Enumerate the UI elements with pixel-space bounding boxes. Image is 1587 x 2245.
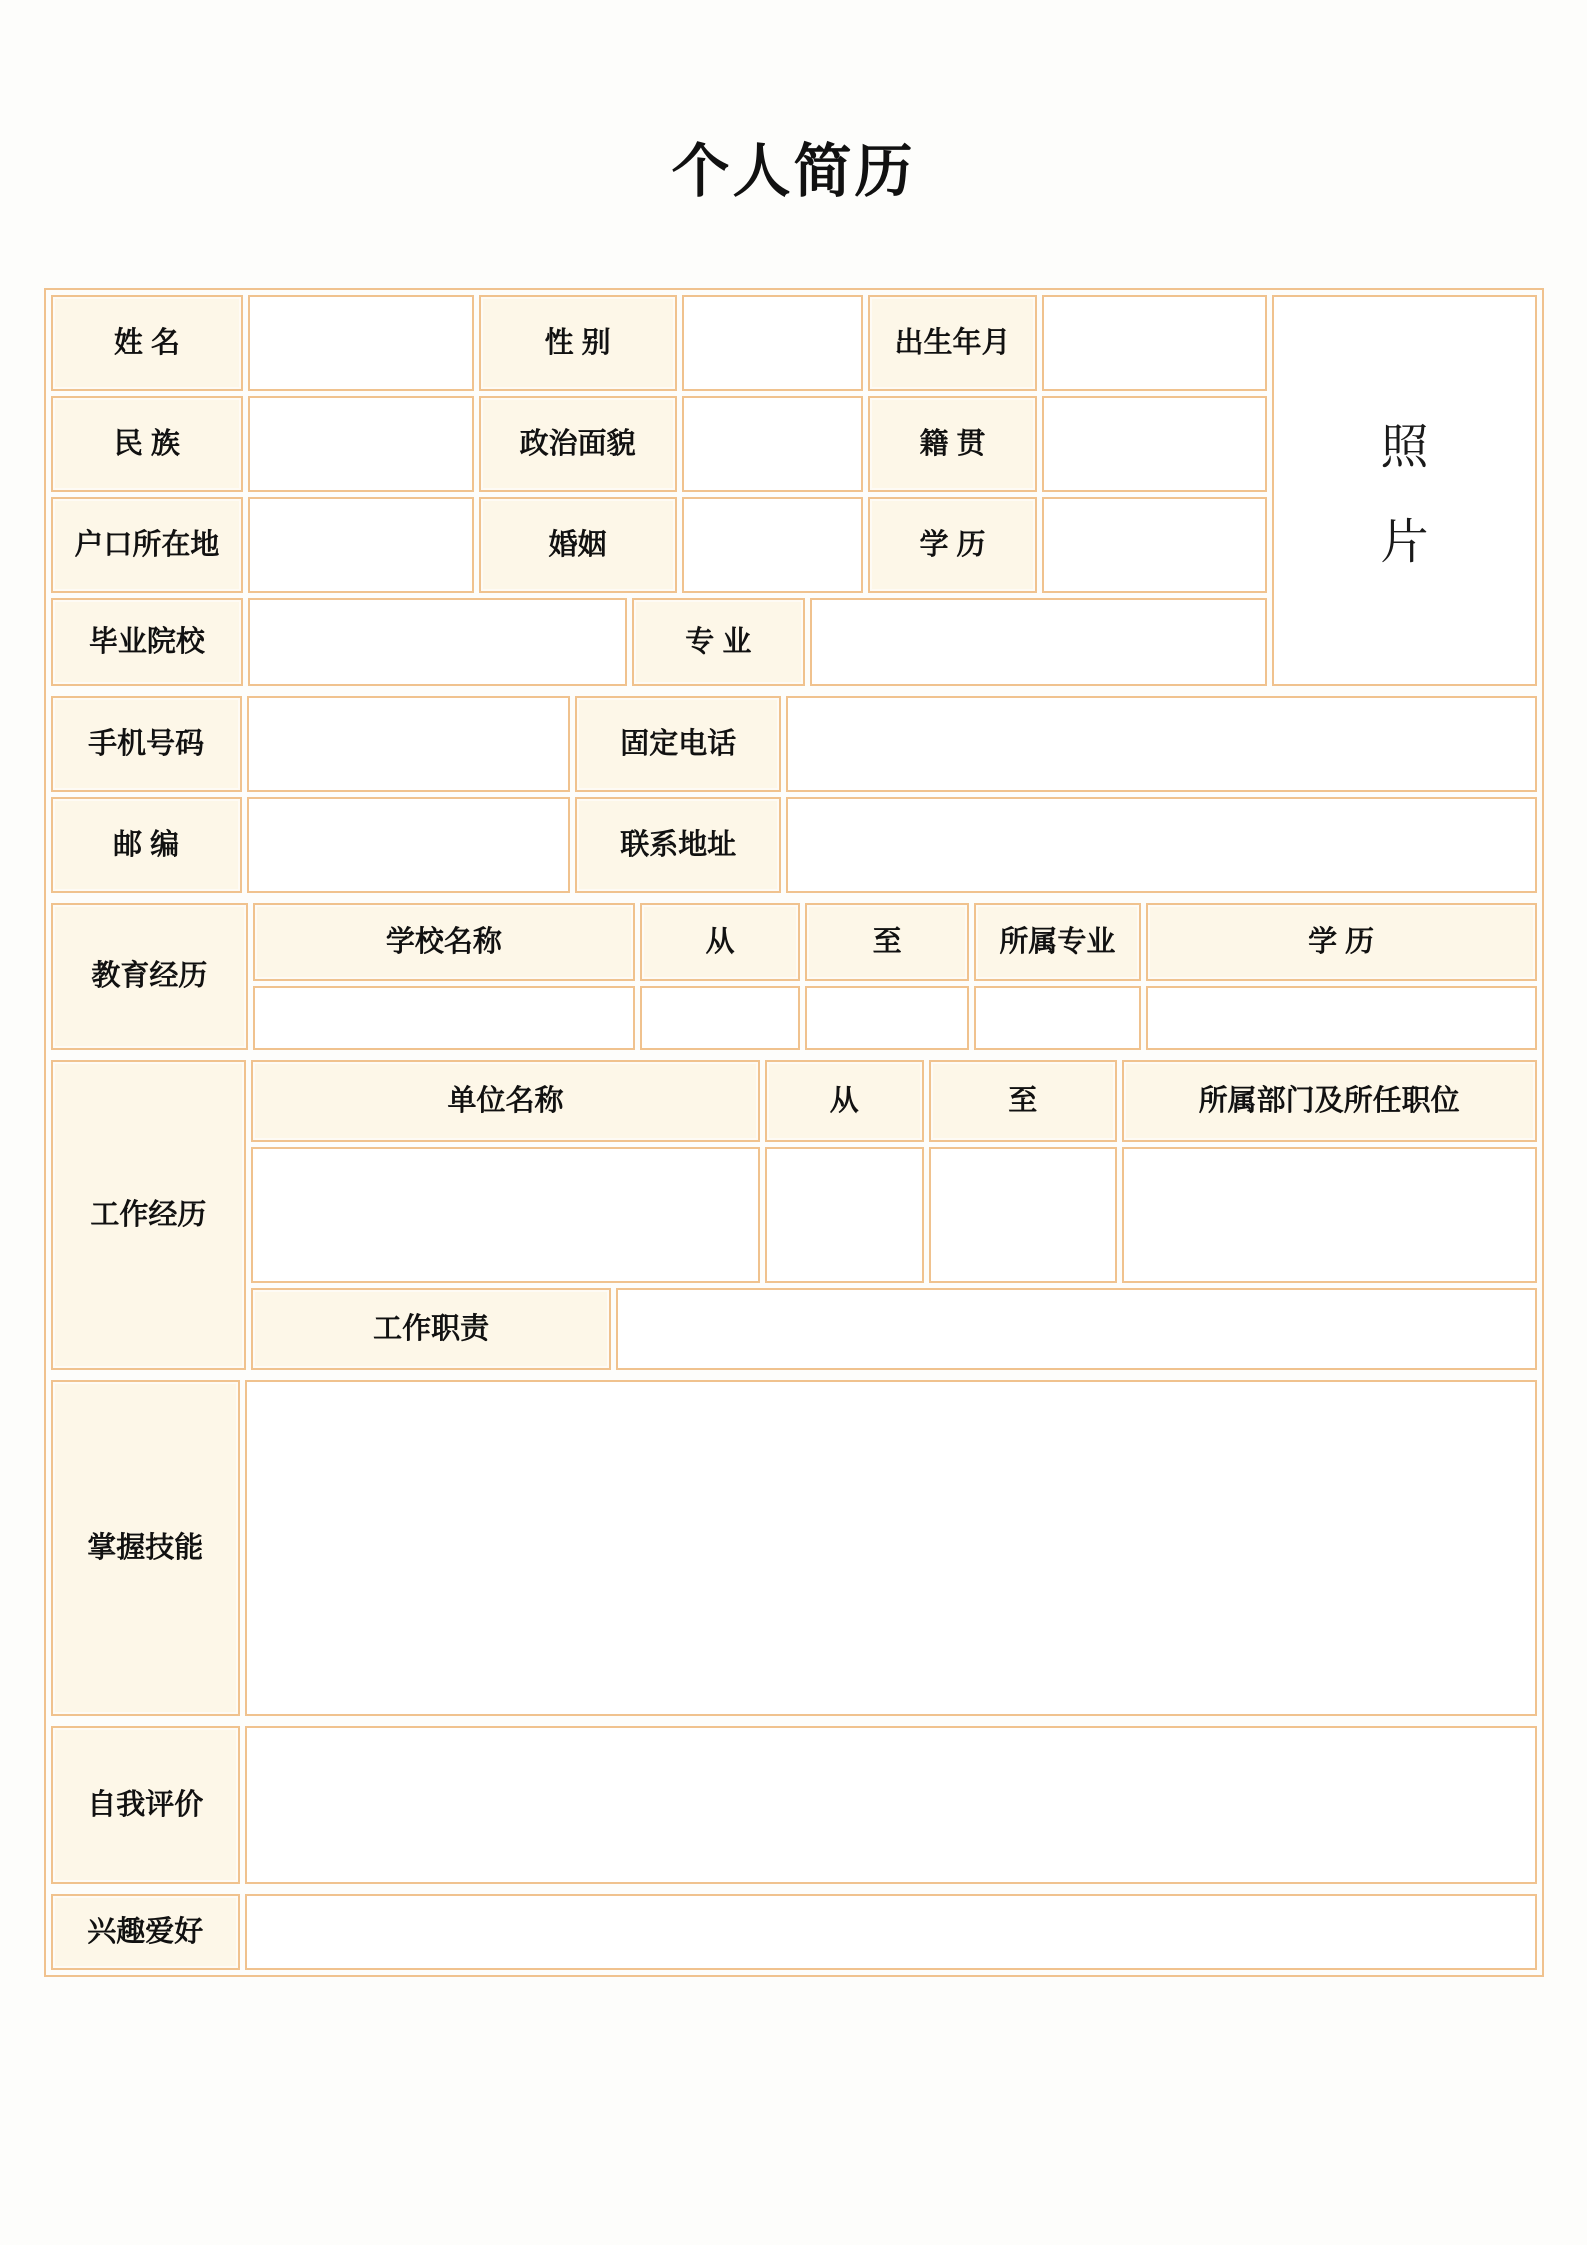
edu-row-from-input[interactable]	[640, 986, 801, 1050]
self-evaluation-table	[46, 1721, 1542, 1889]
work-duty-label: 工作职责	[251, 1288, 611, 1370]
marriage-label: 婚姻	[479, 497, 677, 593]
skills-section-title: 掌握技能	[51, 1380, 241, 1716]
hobbies-input[interactable]	[245, 1894, 1536, 1970]
work-row-to-input[interactable]	[929, 1147, 1117, 1283]
major-label: 专 业	[632, 598, 805, 686]
name-label: 姓 名	[51, 295, 244, 391]
work-header-from: 从	[765, 1060, 924, 1142]
hobbies-section-title: 兴趣爱好	[51, 1894, 241, 1970]
edu-header-major: 所属专业	[974, 903, 1141, 981]
work-row-from-input[interactable]	[765, 1147, 924, 1283]
photo-placeholder[interactable]	[1272, 295, 1536, 686]
page-title: 个人简历	[671, 139, 916, 204]
postal-code-label: 邮 编	[51, 797, 242, 893]
postal-code-input[interactable]	[247, 797, 571, 893]
native-place-label: 籍 贯	[868, 396, 1037, 492]
work-section-title: 工作经历	[51, 1060, 247, 1370]
native-place-input[interactable]	[1042, 396, 1267, 492]
political-status-label: 政治面貌	[479, 396, 677, 492]
address-input[interactable]	[786, 797, 1536, 893]
school-label: 毕业院校	[51, 598, 244, 686]
mobile-input[interactable]	[247, 696, 571, 792]
gender-input[interactable]	[682, 295, 863, 391]
work-header-department-position: 所属部门及所任职位	[1122, 1060, 1537, 1142]
photo-label-char-2: 片	[1380, 516, 1429, 570]
ethnicity-input[interactable]	[248, 396, 473, 492]
edu-row-major-input[interactable]	[974, 986, 1141, 1050]
household-input[interactable]	[248, 497, 473, 593]
photo-label-char-1: 照	[1380, 421, 1429, 475]
major-input[interactable]	[810, 598, 1268, 686]
edu-row-degree-input[interactable]	[1146, 986, 1537, 1050]
photo-label	[1274, 408, 1534, 572]
household-label: 户口所在地	[51, 497, 244, 593]
ethnicity-label: 民 族	[51, 396, 244, 492]
political-status-input[interactable]	[682, 396, 863, 492]
birth-input[interactable]	[1042, 295, 1267, 391]
work-duty-input[interactable]	[616, 1288, 1537, 1370]
education-section-title: 教育经历	[51, 903, 249, 1050]
edu-row-school-input[interactable]	[253, 986, 634, 1050]
edu-header-from: 从	[640, 903, 801, 981]
mobile-label: 手机号码	[51, 696, 242, 792]
work-row-department-position-input[interactable]	[1122, 1147, 1537, 1283]
work-header-to: 至	[929, 1060, 1117, 1142]
edu-header-school: 学校名称	[253, 903, 634, 981]
marriage-input[interactable]	[682, 497, 863, 593]
skills-input[interactable]	[245, 1380, 1536, 1716]
hobbies-table	[46, 1889, 1542, 1975]
education-level-input[interactable]	[1042, 497, 1267, 593]
contact-info-table	[46, 691, 1542, 898]
landline-input[interactable]	[786, 696, 1536, 792]
education-level-label: 学 历	[868, 497, 1037, 593]
edu-row-to-input[interactable]	[805, 986, 969, 1050]
name-input[interactable]	[248, 295, 473, 391]
address-label: 联系地址	[575, 797, 781, 893]
evaluation-section-title: 自我评价	[51, 1726, 241, 1884]
birth-label: 出生年月	[868, 295, 1037, 391]
work-row-company-input[interactable]	[251, 1147, 759, 1283]
gender-label: 性 别	[479, 295, 677, 391]
edu-header-degree: 学 历	[1146, 903, 1537, 981]
resume-table	[44, 288, 1544, 1977]
skills-table	[46, 1375, 1542, 1721]
education-experience-table	[46, 898, 1542, 1055]
landline-label: 固定电话	[575, 696, 781, 792]
edu-header-to: 至	[805, 903, 969, 981]
evaluation-input[interactable]	[245, 1726, 1536, 1884]
basic-info-table	[46, 290, 1542, 691]
work-header-company: 单位名称	[251, 1060, 759, 1142]
school-input[interactable]	[248, 598, 627, 686]
work-experience-table	[46, 1055, 1542, 1375]
